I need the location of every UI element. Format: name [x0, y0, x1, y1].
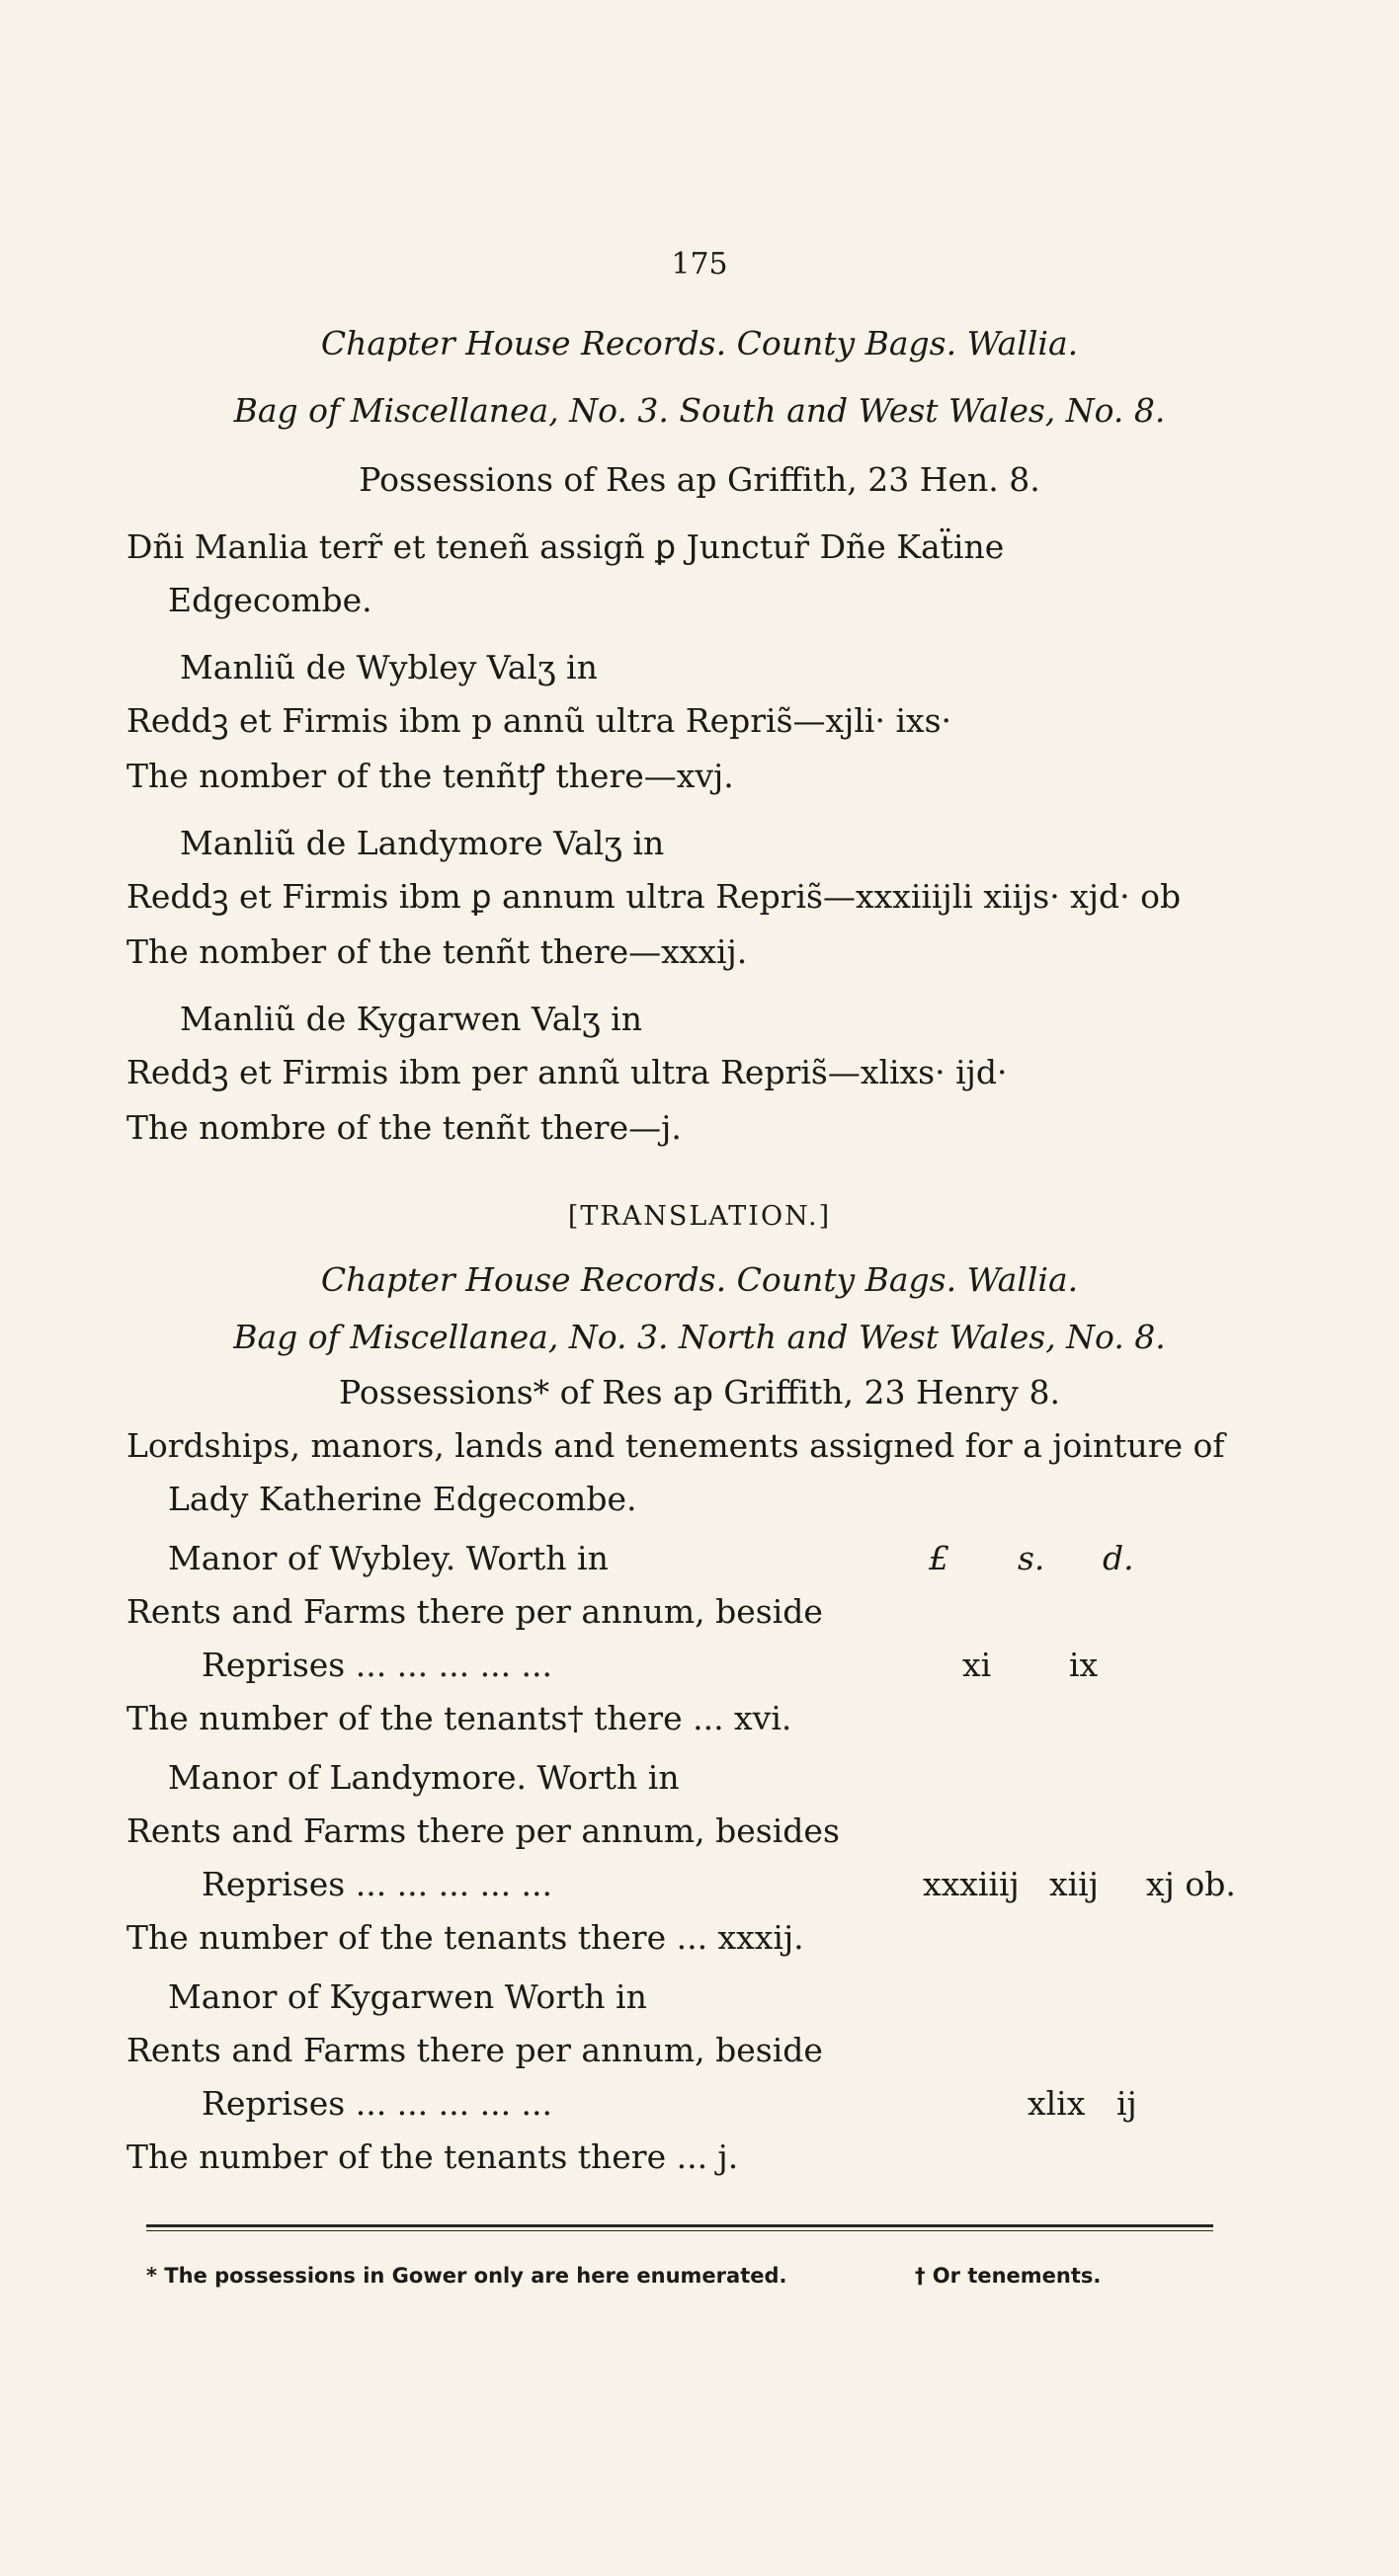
english-manor-1-rents: Rents and Farms there per annum, beside [126, 1592, 823, 1631]
english-manor-1-title: Manor of Wybley. Worth in [168, 1539, 609, 1577]
english-manor-1-tenants: The number of the tenants† there ... xvi. [126, 1699, 792, 1737]
english-manor-2-shillings: xiij [1049, 1865, 1099, 1903]
latin-heading-1: Chapter House Records. County Bags. Wallia. [320, 324, 1079, 362]
translation-label: [TRANSLATION.] [567, 1201, 832, 1232]
latin-heading-3: Possessions of Res ap Griffith, 23 Hen. 8. [359, 460, 1040, 499]
latin-intro-line-1: Dñi Manlia terr̃ et teneñ assigñ ꝑ Junctur̃ Dñe Kaẗine [126, 527, 1005, 566]
english-manor-2-tenants: The number of the tenants there ... xxxij. [126, 1918, 804, 1957]
footnote-rule-top [146, 2224, 1213, 2227]
footnote-star: * The possessions in Gower only are here enumerated. [146, 2264, 787, 2288]
english-manor-3-reprises: Reprises ... ... ... ... ... [202, 2084, 553, 2123]
column-header-shillings: s. [1018, 1539, 1045, 1577]
latin-manor-3-rents: Reddꝫ et Firmis ibm per annũ ultra Repris̃—xlixs· ijd· [126, 1053, 1008, 1091]
english-heading-3: Possessions* of Res ap Griffith, 23 Henry 8. [339, 1373, 1060, 1411]
column-header-pence: d. [1103, 1539, 1134, 1577]
english-manor-2-pence: xj ob. [1146, 1865, 1236, 1903]
english-manor-1-reprises: Reprises ... ... ... ... ... [202, 1646, 553, 1684]
latin-manor-2-rents: Reddꝫ et Firmis ibm ꝑ annum ultra Repris̃—xxxiiijli xiijs· xjd· ob [126, 877, 1182, 916]
latin-manor-2-title: Manliũ de Landymore Valʒ in [180, 824, 665, 862]
english-manor-1-shillings: ix [1069, 1646, 1099, 1684]
english-manor-2-title: Manor of Landymore. Worth in [168, 1758, 680, 1797]
english-manor-2-rents: Rents and Farms there per annum, besides [126, 1811, 840, 1850]
footnote-dagger: † Or tenements. [915, 2264, 1102, 2288]
english-manor-3-pence: ij [1116, 2084, 1137, 2123]
english-manor-3-tenants: The number of the tenants there ... j. [126, 2137, 739, 2176]
latin-manor-3-title: Manliũ de Kygarwen Valʒ in [180, 1000, 642, 1038]
column-header-pounds: £ [929, 1539, 949, 1577]
english-manor-3-shillings: xlix [1028, 2084, 1086, 2123]
page-number: 175 [671, 247, 728, 282]
latin-manor-1-rents: Reddꝫ et Firmis ibm p annũ ultra Repris̃—xjli· ixs· [126, 701, 952, 740]
english-manor-2-pounds: xxxiiij [923, 1865, 1020, 1903]
latin-heading-2: Bag of Miscellanea, No. 3. South and West Wales, No. 8. [233, 391, 1166, 430]
latin-manor-2-tenants: The nomber of the tenñt there—xxxij. [126, 932, 748, 971]
english-manor-1-pounds: xi [962, 1646, 992, 1684]
english-intro-line-2: Lady Katherine Edgecombe. [168, 1480, 637, 1518]
english-manor-3-title: Manor of Kygarwen Worth in [168, 1977, 647, 2016]
english-manor-2-reprises: Reprises ... ... ... ... ... [202, 1865, 553, 1903]
english-heading-2: Bag of Miscellanea, No. 3. North and West Wales, No. 8. [233, 1318, 1166, 1356]
english-manor-3-rents: Rents and Farms there per annum, beside [126, 2031, 823, 2069]
footnote-rule-bottom [146, 2230, 1213, 2231]
latin-manor-1-title: Manliũ de Wybley Valʒ in [180, 648, 598, 686]
english-intro-line-1: Lordships, manors, lands and tenements assigned for a jointure of [126, 1426, 1225, 1465]
latin-manor-3-tenants: The nombre of the tenñt there—j. [126, 1108, 682, 1147]
latin-manor-1-tenants: The nomber of the tenñtꝭ there—xvj. [126, 757, 734, 795]
english-heading-1: Chapter House Records. County Bags. Wallia. [320, 1260, 1079, 1299]
latin-intro-line-2: Edgecombe. [168, 581, 372, 619]
